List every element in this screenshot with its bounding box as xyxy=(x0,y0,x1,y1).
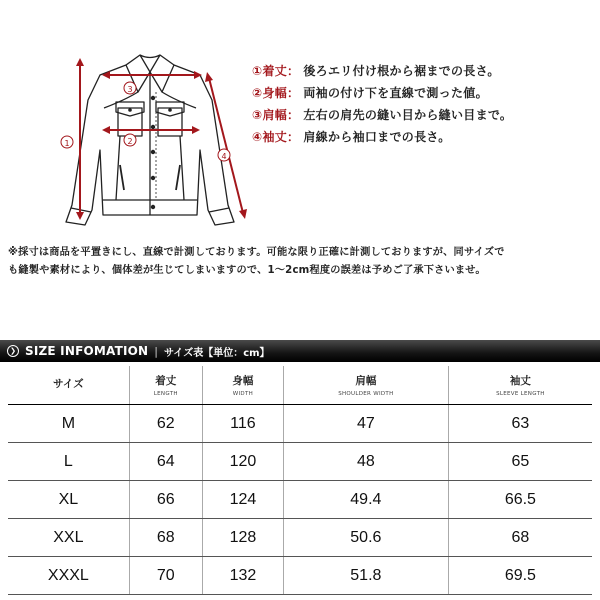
size-cell: XXL xyxy=(8,519,129,557)
shoulder-cell: 49.4 xyxy=(283,481,448,519)
width-cell: 132 xyxy=(202,557,283,595)
marker-4: 4 xyxy=(221,152,227,161)
legend-desc: 両袖の付け下を直線で測った値。 xyxy=(303,86,488,100)
size-cell: L xyxy=(8,443,129,481)
size-cell: XL xyxy=(8,481,129,519)
column-header xyxy=(8,366,129,405)
size-info-header xyxy=(0,340,600,362)
column-header-jp: 袖丈 xyxy=(509,375,531,387)
table-header-row xyxy=(8,366,592,405)
column-header-en: WIDTH xyxy=(232,391,254,397)
legend-item xyxy=(252,106,592,128)
shoulder-cell: 48 xyxy=(283,443,448,481)
width-cell: 116 xyxy=(202,405,283,443)
length-cell: 64 xyxy=(129,443,202,481)
table-row xyxy=(8,405,592,443)
column-header xyxy=(129,366,202,405)
header-separator: | xyxy=(154,344,158,358)
column-header-en: SHOULDER WIDTH xyxy=(338,391,394,397)
shoulder-cell: 50.6 xyxy=(283,519,448,557)
legend-desc: 左右の肩先の縫い目から縫い目まで。 xyxy=(303,108,513,122)
jacket-diagram xyxy=(0,0,280,240)
column-header-jp: サイズ xyxy=(53,378,84,390)
size-info-title: SIZE INFOMATION xyxy=(25,344,149,358)
measurement-legend xyxy=(252,62,592,150)
legend-key: ④袖丈： xyxy=(252,130,300,144)
length-cell: 62 xyxy=(129,405,202,443)
legend-desc: 肩線から袖口までの長さ。 xyxy=(303,130,451,144)
column-header-en: LENGTH xyxy=(153,391,178,397)
table-row xyxy=(8,481,592,519)
sleeve-cell: 68 xyxy=(448,519,592,557)
column-header xyxy=(283,366,448,405)
legend-key: ①着丈： xyxy=(252,64,300,78)
size-cell: M xyxy=(8,405,129,443)
column-header-jp: 肩幅 xyxy=(355,375,377,387)
column-header-jp: 身幅 xyxy=(232,375,254,387)
measurement-note xyxy=(8,244,596,280)
size-cell: XXXL xyxy=(8,557,129,595)
note-line-1: ※採寸は商品を平置きにし、直線で計測しております。可能な限り正確に計測しておりますが、同サイズで xyxy=(8,247,505,258)
marker-2: 2 xyxy=(127,137,133,146)
sleeve-cell: 69.5 xyxy=(448,557,592,595)
column-header-jp: 着丈 xyxy=(155,375,177,387)
legend-desc: 後ろエリ付け根から裾までの長さ。 xyxy=(303,64,500,78)
table-row xyxy=(8,519,592,557)
column-header xyxy=(448,366,592,405)
column-header xyxy=(202,366,283,405)
sleeve-cell: 65 xyxy=(448,443,592,481)
column-header-en: SLEEVE LENGTH xyxy=(496,391,545,397)
sleeve-cell: 63 xyxy=(448,405,592,443)
marker-1: 1 xyxy=(64,139,70,148)
width-cell: 124 xyxy=(202,481,283,519)
sleeve-cell: 66.5 xyxy=(448,481,592,519)
legend-item xyxy=(252,84,592,106)
size-info-subtitle: サイズ表【単位：cm】 xyxy=(164,347,270,359)
legend-key: ②身幅： xyxy=(252,86,300,100)
shoulder-cell: 51.8 xyxy=(283,557,448,595)
width-cell: 120 xyxy=(202,443,283,481)
size-table xyxy=(8,366,592,595)
note-line-2: も縫製や素材により、個体差が生じてしまいますので、1〜2cm程度の誤差は予めご了承下さいませ。 xyxy=(8,265,486,276)
length-cell: 66 xyxy=(129,481,202,519)
chevron-right-icon: ❯ xyxy=(7,345,19,357)
shoulder-cell: 47 xyxy=(283,405,448,443)
legend-key: ③肩幅： xyxy=(252,108,300,122)
width-cell: 128 xyxy=(202,519,283,557)
length-cell: 70 xyxy=(129,557,202,595)
marker-3: 3 xyxy=(127,85,133,94)
length-cell: 68 xyxy=(129,519,202,557)
table-row xyxy=(8,443,592,481)
legend-item xyxy=(252,128,592,150)
legend-item xyxy=(252,62,592,84)
table-row xyxy=(8,557,592,595)
